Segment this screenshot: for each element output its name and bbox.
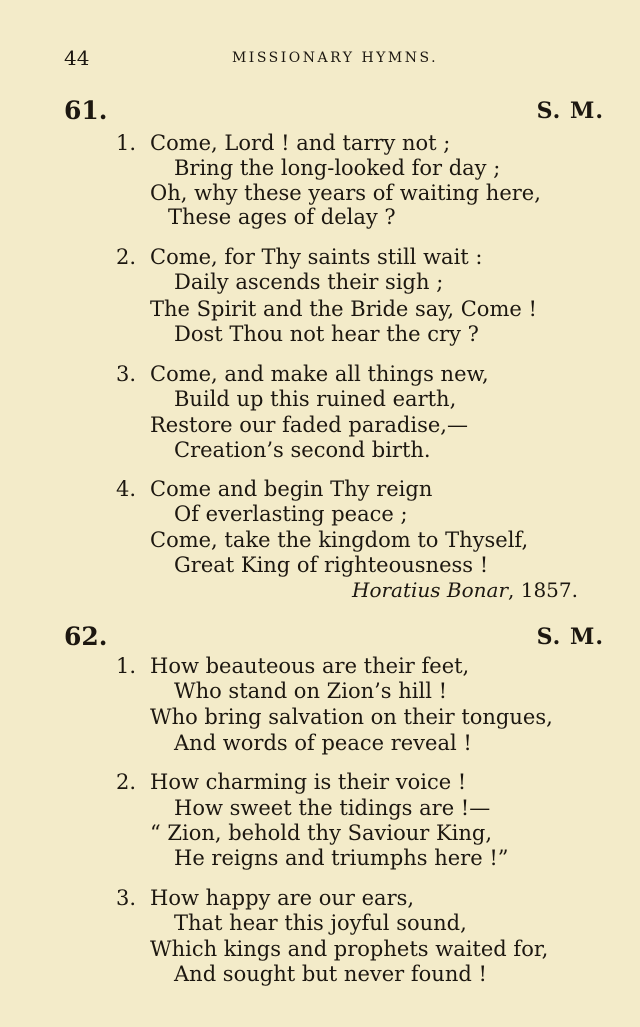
verse-line: Come and begin Thy reign: [150, 477, 433, 501]
verse-line: And words of peace reveal !: [174, 731, 472, 755]
verse-line: And sought but never found !: [174, 962, 487, 986]
hymn-number: 61.: [64, 96, 108, 125]
verse-number: 2.: [116, 245, 137, 269]
verse-line: How charming is their voice !: [150, 770, 467, 794]
page-number: 44: [64, 46, 90, 70]
verse-line: That hear this joyful sound,: [174, 911, 467, 935]
author-attribution: [352, 578, 578, 602]
verse-number: 2.: [116, 770, 137, 794]
verse-line: Which kings and prophets waited for,: [150, 937, 549, 961]
verse-line: How beauteous are their feet,: [150, 654, 470, 678]
verse-line: Come, take the kingdom to Thyself,: [150, 528, 529, 552]
verse-line: Creation’s second birth.: [174, 438, 431, 462]
verse-line: Who bring salvation on their tongues,: [150, 705, 553, 729]
verse-line: Oh, why these years of waiting here,: [150, 181, 541, 205]
author-name: Horatius Bonar: [352, 578, 509, 602]
page-header: [0, 46, 640, 76]
verse-line: Come, and make all things new,: [150, 362, 489, 386]
hymn-meter: S. M.: [536, 98, 604, 124]
verse-number: 1.: [116, 131, 137, 155]
verse-line: “ Zion, behold thy Saviour King,: [150, 821, 493, 845]
verse-line: Daily ascends their sigh ;: [174, 270, 444, 294]
verse-line: Restore our faded paradise,—: [150, 413, 468, 437]
verse-number: 3.: [116, 886, 137, 910]
verse-line: How happy are our ears,: [150, 886, 415, 910]
hymn-61-heading: [0, 96, 640, 126]
hymn-meter: S. M.: [536, 624, 604, 650]
verse-line: Dost Thou not hear the cry ?: [174, 322, 479, 346]
verse-number: 4.: [116, 477, 137, 501]
hymn-number: 62.: [64, 622, 108, 651]
verse-line: Great King of righteousness !: [174, 553, 489, 577]
verse-number: 1.: [116, 654, 137, 678]
running-head: MISSIONARY HYMNS.: [231, 50, 439, 66]
verse-line: Come, for Thy saints still wait :: [150, 245, 483, 269]
verse-line: Who stand on Zion’s hill !: [174, 679, 448, 703]
verse-line: Come, Lord ! and tarry not ;: [150, 131, 451, 155]
author-year: , 1857.: [508, 578, 578, 602]
verse-line: Build up this ruined earth,: [174, 387, 457, 411]
verse-number: 3.: [116, 362, 137, 386]
verse-line: He reigns and triumphs here !”: [174, 846, 509, 870]
verse-line: Bring the long-looked for day ;: [174, 156, 501, 180]
verse-line: The Spirit and the Bride say, Come !: [150, 297, 537, 321]
verse-line: How sweet the tidings are !—: [174, 796, 491, 820]
verse-line: Of everlasting peace ;: [174, 502, 408, 526]
hymn-62-heading: [0, 622, 640, 652]
verse-line: These ages of delay ?: [168, 205, 396, 229]
